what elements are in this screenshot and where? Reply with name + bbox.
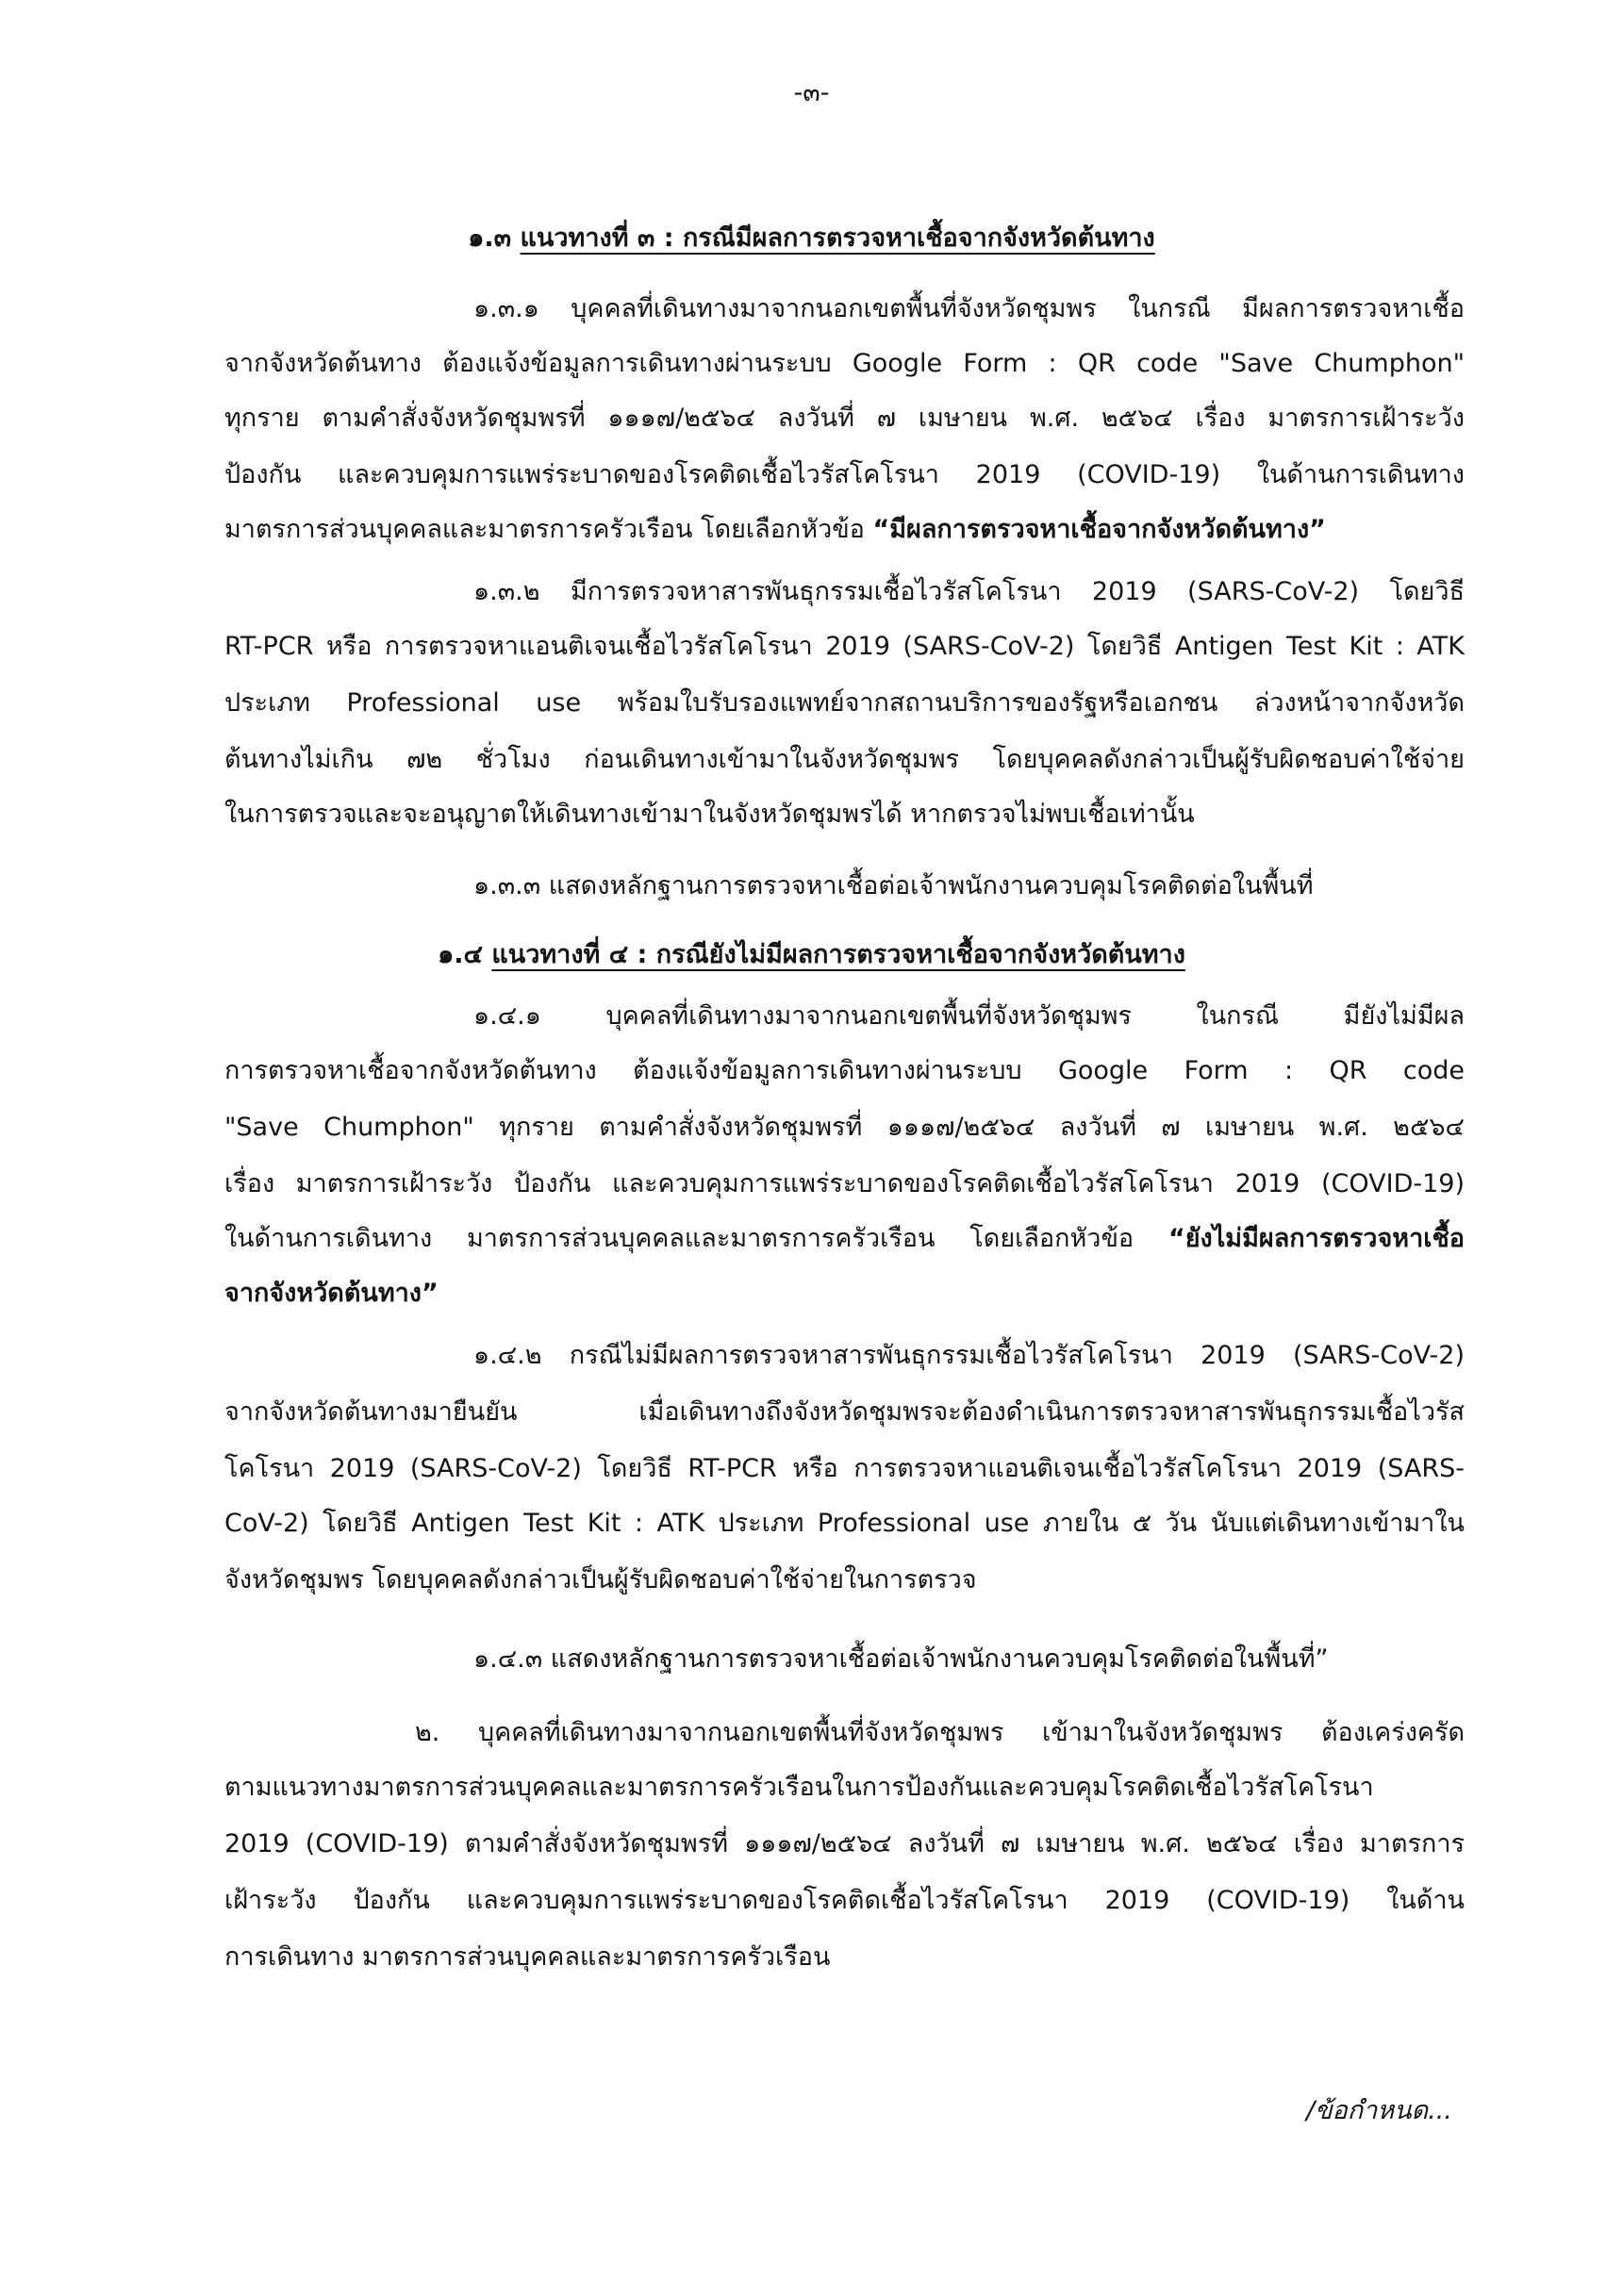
section-1-4-heading [0, 933, 1623, 974]
section-1-3-number: ๑.๓ [468, 223, 512, 253]
text-run: มาตรการส่วนบุคคลและมาตรการครัวเรือน โดยเลือกหัวข้อ [224, 515, 873, 544]
paragraph-1-4-1-line: "Save Chumphon" ทุกราย ตามคำสั่งจังหวัดชุมพรที่ ๑๑๑๗/๒๕๖๔ ลงวันที่ ๗ เมษายน พ.ศ. ๒๕๖๔ [224, 1113, 1465, 1142]
paragraph-2-line: การเดินทาง มาตรการส่วนบุคคลและมาตรการครัวเรือน [224, 1942, 831, 1972]
paragraph-2-line: ตามแนวทางมาตรการส่วนบุคคลและมาตรการครัวเรือนในการป้องกันและควบคุมโรคติดเชื้อไวรัสโคโรนา [224, 1773, 1374, 1802]
paragraph-1-4-2-line: จากจังหวัดต้นทางมายืนยัน เมื่อเดินทางถึงจังหวัดชุมพรจะต้องดำเนินการตรวจหาสารพันธุกรรมเชื้อไวรัส [224, 1397, 1465, 1427]
paragraph-1-4-2-line: CoV-2) โดยวิธี Antigen Test Kit : ATK ประเภท Professional use ภายใน ๕ วัน นับแต่เดินทางเข้ามาใน [224, 1509, 1465, 1538]
paragraph-2-line: เฝ้าระวัง ป้องกัน และควบคุมการแพร่ระบาดของโรคติดเชื้อไวรัสโคโรนา 2019 (COVID-19) ในด้าน [224, 1886, 1465, 1915]
page-number: -๓- [793, 78, 830, 107]
section-1-4-title: แนวทางที่ ๔ : กรณียังไม่มีผลการตรวจหาเชื้อจากจังหวัดต้นทาง [491, 940, 1185, 969]
selected-topic-text: จากจังหวัดต้นทาง” [224, 1279, 439, 1308]
paragraph-1-4-1-line: การตรวจหาเชื้อจากจังหวัดต้นทาง ต้องแจ้งข้อมูลการเดินทางผ่านระบบ Google Form : QR code [224, 1056, 1465, 1085]
paragraph-1-3-1-line: ๑.๓.๑ บุคคลที่เดินทางมาจากนอกเขตพื้นที่จังหวัดชุมพร ในกรณี มีผลการตรวจหาเชื้อ [473, 294, 1465, 323]
section-1-3-heading [0, 217, 1623, 257]
paragraph-1-4-2-line: ๑.๔.๒ กรณีไม่มีผลการตรวจหาสารพันธุกรรมเชื้อไวรัสโคโรนา 2019 (SARS-CoV-2) [473, 1341, 1465, 1370]
paragraph-1-3-3: ๑.๓.๓ แสดงหลักฐานการตรวจหาเชื้อต่อเจ้าพนักงานควบคุมโรคติดต่อในพื้นที่ [473, 871, 1314, 900]
paragraph-1-3-1-line [224, 511, 1465, 549]
paragraph-1-4-1-line: เรื่อง มาตรการเฝ้าระวัง ป้องกัน และควบคุมการแพร่ระบาดของโรคติดเชื้อไวรัสโคโรนา 2019 (COVID-19) [224, 1169, 1465, 1198]
paragraph-2-line: 2019 (COVID-19) ตามคำสั่งจังหวัดชุมพรที่ ๑๑๑๗/๒๕๖๔ ลงวันที่ ๗ เมษายน พ.ศ. ๒๕๖๔ เรื่อง มาตรการ [224, 1829, 1465, 1858]
section-1-3-title: แนวทางที่ ๓ : กรณีมีผลการตรวจหาเชื้อจากจังหวัดต้นทาง [520, 223, 1155, 253]
paragraph-1-4-3: ๑.๔.๓ แสดงหลักฐานการตรวจหาเชื้อต่อเจ้าพนักงานควบคุมโรคติดต่อในพื้นที่” [473, 1644, 1329, 1674]
paragraph-1-4-1-line [224, 1220, 1465, 1258]
paragraph-2-line: ๒. บุคคลที่เดินทางมาจากนอกเขตพื้นที่จังหวัดชุมพร เข้ามาในจังหวัดชุมพร ต้องเคร่งครัด [415, 1718, 1465, 1747]
paragraph-1-4-1-line: ๑.๔.๑ บุคคลที่เดินทางมาจากนอกเขตพื้นที่จังหวัดชุมพร ในกรณี มียังไม่มีผล [473, 1001, 1465, 1031]
paragraph-1-4-2-line: จังหวัดชุมพร โดยบุคคลดังกล่าวเป็นผู้รับผิดชอบค่าใช้จ่ายในการตรวจ [224, 1565, 977, 1594]
paragraph-1-3-2-line: ในการตรวจและจะอนุญาตให้เดินทางเข้ามาในจังหวัดชุมพรได้ หากตรวจไม่พบเชื้อเท่านั้น [224, 800, 1195, 829]
paragraph-1-3-1-line: จากจังหวัดต้นทาง ต้องแจ้งข้อมูลการเดินทางผ่านระบบ Google Form : QR code "Save Chumphon" [224, 349, 1465, 378]
paragraph-1-3-2-line: RT-PCR หรือ การตรวจหาแอนติเจนเชื้อไวรัสโคโรนา 2019 (SARS-CoV-2) โดยวิธี Antigen Test Kit : ATK [224, 632, 1465, 661]
paragraph-1-3-2-line: ต้นทางไม่เกิน ๗๒ ชั่วโมง ก่อนเดินทางเข้ามาในจังหวัดชุมพร โดยบุคคลดังกล่าวเป็นผู้รับผิดชอบค่าใช้จ่าย [224, 745, 1465, 774]
section-1-4-number: ๑.๔ [438, 940, 483, 969]
continuation-marker: /ข้อกำหนด... [1306, 2096, 1452, 2125]
paragraph-1-3-2-line: ๑.๓.๒ มีการตรวจหาสารพันธุกรรมเชื้อไวรัสโคโรนา 2019 (SARS-CoV-2) โดยวิธี [473, 577, 1465, 606]
paragraph-1-4-2-line: โคโรนา 2019 (SARS-CoV-2) โดยวิธี RT-PCR หรือ การตรวจหาแอนติเจนเชื้อไวรัสโคโรนา 2019 (SARS- [224, 1454, 1465, 1483]
selected-topic-text: “มีผลการตรวจหาเชื้อจากจังหวัดต้นทาง” [872, 515, 1326, 544]
paragraph-1-3-1-line: ทุกราย ตามคำสั่งจังหวัดชุมพรที่ ๑๑๑๗/๒๕๖๔ ลงวันที่ ๗ เมษายน พ.ศ. ๒๕๖๔ เรื่อง มาตรการเฝ้าระวัง [224, 404, 1465, 433]
selected-topic-text: “ยังไม่มีผลการตรวจหาเชื้อ [1168, 1224, 1465, 1253]
paragraph-1-3-1-line: ป้องกัน และควบคุมการแพร่ระบาดของโรคติดเชื้อไวรัสโคโรนา 2019 (COVID-19) ในด้านการเดินทาง [224, 460, 1465, 489]
paragraph-1-3-2-line: ประเภท Professional use พร้อมใบรับรองแพทย์จากสถานบริการของรัฐหรือเอกชน ล่วงหน้าจากจังหวัด [224, 688, 1465, 718]
text-run: ในด้านการเดินทาง มาตรการส่วนบุคคลและมาตรการครัวเรือน โดยเลือกหัวข้อ [224, 1224, 1168, 1253]
